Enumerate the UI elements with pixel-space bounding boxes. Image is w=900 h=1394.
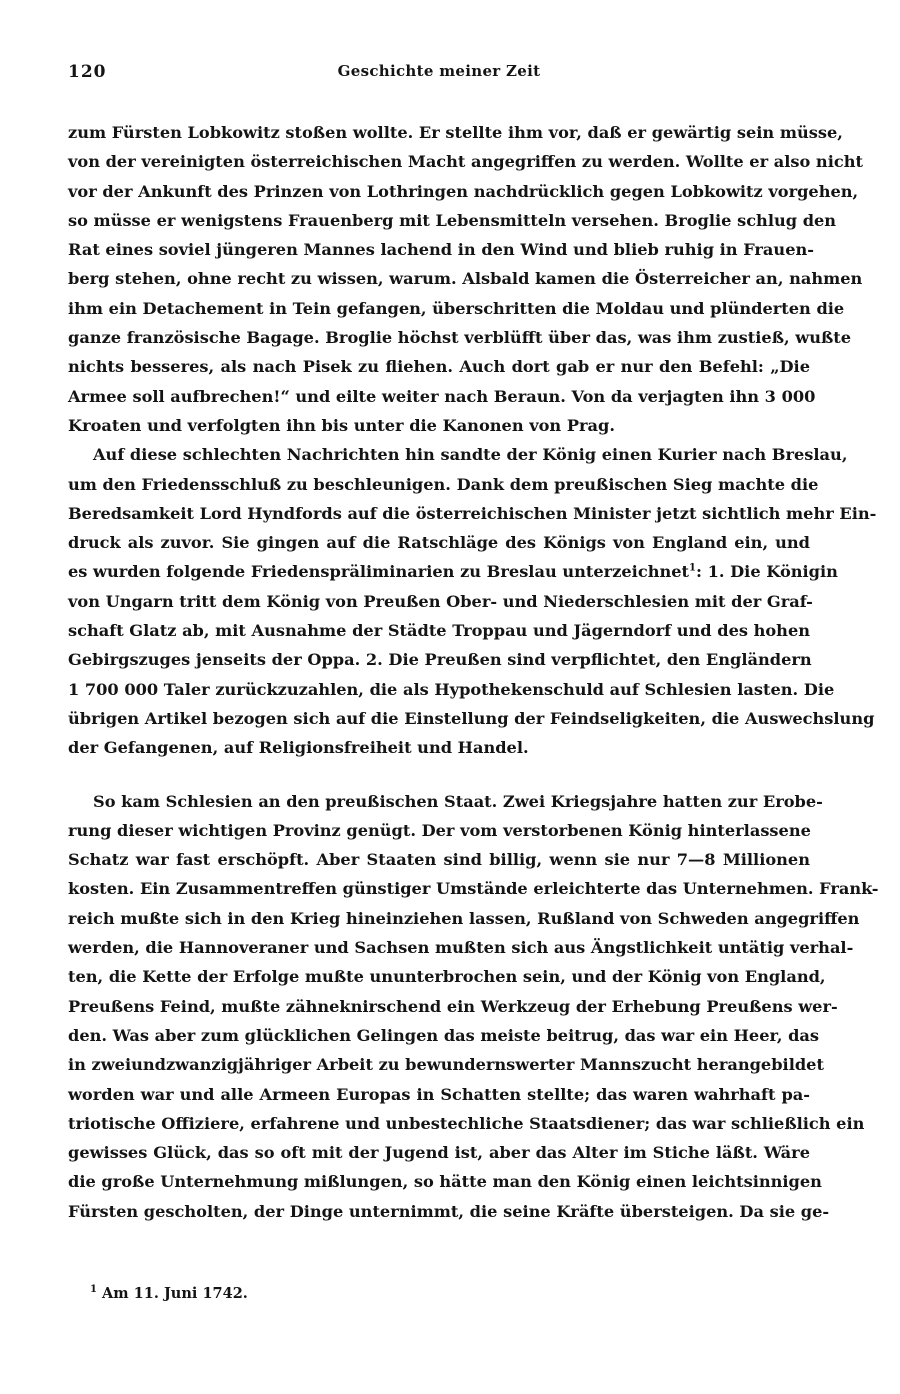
text-line: Armee soll aufbrechen!“ und eilte weiter nach Beraun. Von da verjagten ihn 3 000	[68, 386, 816, 406]
text-line: gewisses Glück, das so oft mit der Jugend ist, aber das Alter im Stiche läßt. Wäre	[68, 1143, 810, 1163]
text-line: die große Unternehmung mißlungen, so hätte man den König einen leichtsinnigen	[68, 1172, 822, 1192]
text-line-with-footnote-ref	[68, 557, 838, 586]
text-line: berg stehen, ohne recht zu wissen, warum. Alsbald kamen die Österreicher an, nahmen	[68, 269, 863, 289]
footnote-marker: 1	[90, 1284, 97, 1296]
text-line: rung dieser wichtigen Provinz genügt. Der vom verstorbenen König hinterlassene	[68, 820, 811, 840]
text-line: von der vereinigten österreichischen Macht angegriffen zu werden. Wollte er also nicht	[68, 152, 863, 172]
text-line: reich mußte sich in den Krieg hineinziehen lassen, Rußland von Schweden angegriffen	[68, 908, 860, 928]
text-line: triotische Offiziere, erfahrene und unbestechliche Staatsdiener; das war schließlich ein	[68, 1113, 865, 1133]
text-line: kosten. Ein Zusammentreffen günstiger Umstände erleichterte das Unternehmen. Frank-	[68, 879, 879, 899]
text-line: ganze französische Bagage. Broglie höchst verblüfft über das, was ihm zustieß, wußte	[68, 328, 852, 348]
text-segment: es wurden folgende Friedenspräliminarien zu Breslau unterzeichnet	[68, 562, 690, 582]
body-text	[68, 118, 879, 1226]
text-line: worden war und alle Armeen Europas in Schatten stellte; das waren wahrhaft pa-	[68, 1084, 810, 1104]
running-head	[68, 62, 810, 86]
text-line: um den Friedensschluß zu beschleunigen. Dank dem preußischen Sieg machte die	[68, 474, 819, 494]
text-line: so müsse er wenigstens Frauenberg mit Lebensmitteln versehen. Broglie schlug den	[68, 210, 837, 230]
footnote-reference[interactable]: 1	[689, 563, 696, 575]
paragraph-1	[68, 118, 863, 440]
text-line: Rat eines soviel jüngeren Mannes lachend in den Wind und blieb ruhig in Frauen-	[68, 240, 814, 260]
text-segment: : 1. Die Königin	[695, 562, 838, 582]
text-line: zum Fürsten Lobkowitz stoßen wollte. Er stellte ihm vor, daß er gewärtig sein müsse,	[68, 123, 843, 142]
text-line: Fürsten gescholten, der Dinge unternimmt, die seine Kräfte übersteigen. Da sie ge-	[68, 1201, 830, 1221]
text-line: übrigen Artikel bezogen sich auf die Einstellung der Feindseligkeiten, die Auswechslung	[68, 708, 875, 728]
text-line: nichts besseres, als nach Pisek zu fliehen. Auch dort gab er nur den Befehl: „Die	[68, 357, 810, 377]
text-line: schaft Glatz ab, mit Ausnahme der Städte Troppau und Jägerndorf und des hohen	[68, 621, 811, 641]
running-title: Geschichte meiner Zeit	[337, 62, 541, 80]
text-line: werden, die Hannoveraner und Sachsen mußten sich aus Ängstlichkeit untätig verhal-	[68, 938, 854, 958]
text-line: von Ungarn tritt dem König von Preußen Ober- und Niederschlesien mit der Graf-	[68, 591, 813, 611]
text-line: 1 700 000 Taler zurückzuzahlen, die als Hypothekenschuld auf Schlesien lasten. Die	[68, 679, 835, 699]
text-line: druck als zuvor. Sie gingen auf die Ratschläge des Königs von England ein, und	[68, 533, 810, 553]
text-line: Auf diese schlechten Nachrichten hin sandte der König einen Kurier nach Breslau,	[93, 445, 848, 465]
text-line: Kroaten und verfolgten ihn bis unter die Kanonen von Prag.	[68, 415, 615, 435]
text-line: der Gefangenen, auf Religionsfreiheit und Handel.	[68, 738, 529, 758]
text-line: Preußens Feind, mußte zähneknirschend ein Werkzeug der Erhebung Preußens wer-	[68, 996, 838, 1016]
text-line: Gebirgszuges jenseits der Oppa. 2. Die Preußen sind verpflichtet, den Engländern	[68, 650, 812, 670]
text-line: ihm ein Detachement in Tein gefangen, überschritten die Moldau und plünderten die	[68, 298, 845, 318]
text-line: Schatz war fast erschöpft. Aber Staaten sind billig, wenn sie nur 7—8 Millionen	[68, 850, 810, 870]
text-line: ten, die Kette der Erfolge mußte ununterbrochen sein, und der König von England,	[68, 967, 826, 987]
text-line: So kam Schlesien an den preußischen Staat. Zwei Kriegsjahre hatten zur Erobe-	[93, 791, 823, 811]
text-line: Beredsamkeit Lord Hyndfords auf die österreichischen Minister jetzt sichtlich mehr Ein-	[68, 503, 877, 523]
section-gap	[68, 763, 810, 787]
text-line: den. Was aber zum glücklichen Gelingen das meiste beitrug, das war ein Heer, das	[68, 1025, 820, 1045]
footnote-text: Am 11. Juni 1742.	[102, 1285, 248, 1302]
text-line: in zweiundzwanzigjähriger Arbeit zu bewundernswerter Mannszucht herangebildet	[68, 1055, 824, 1075]
page-number: 120	[68, 62, 107, 82]
text-line: vor der Ankunft des Prinzen von Lothringen nachdrücklich gegen Lobkowitz vorgehen,	[68, 181, 859, 201]
footnote	[90, 1285, 248, 1302]
paragraph-3	[68, 787, 879, 1226]
paragraph-2	[68, 440, 877, 762]
